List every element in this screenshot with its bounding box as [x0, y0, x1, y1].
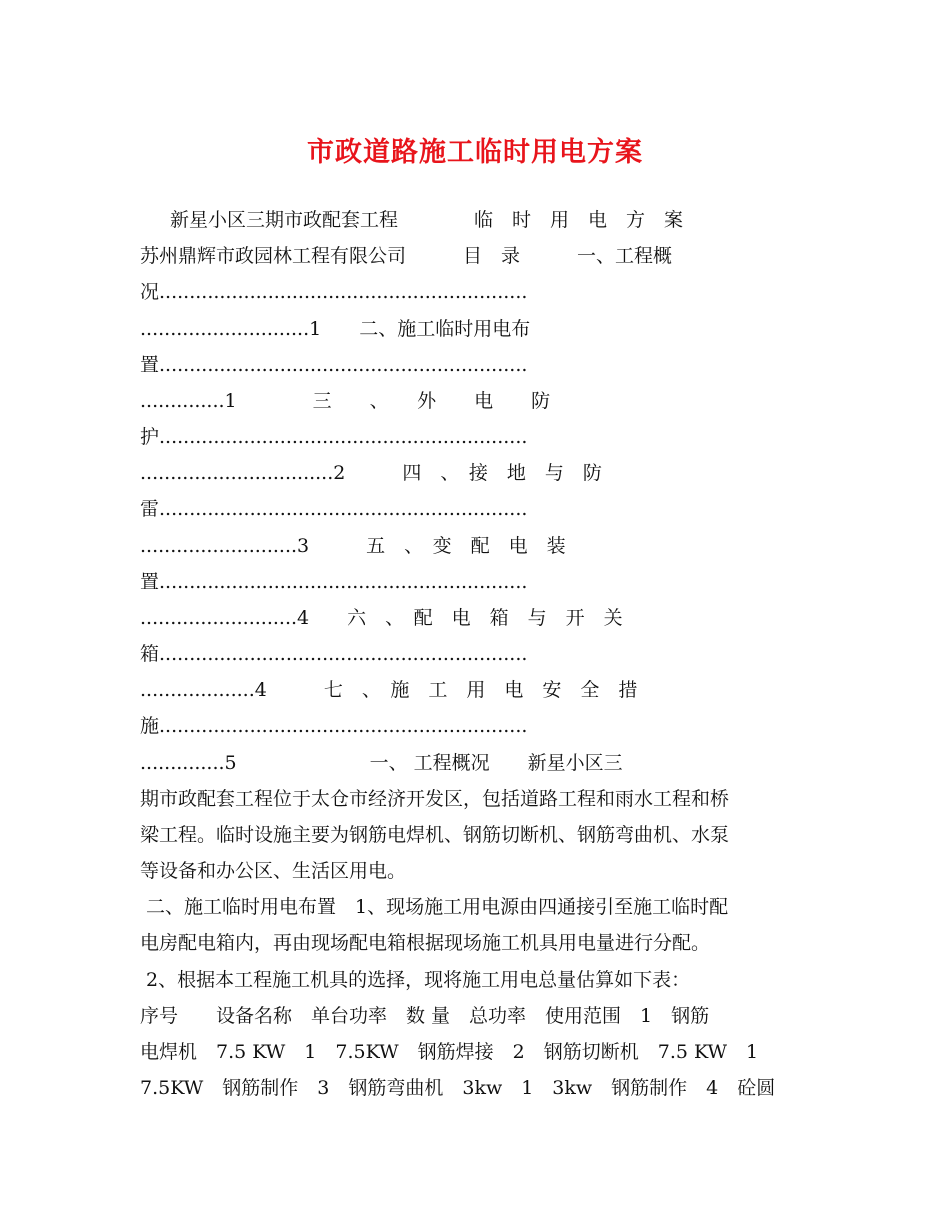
text-line: 序号 设备名称 单台功率 数 量 总功率 使用范围 1 钢筋	[140, 1005, 710, 1027]
text-line: 箱.............................................................	[140, 643, 528, 665]
text-line: 梁工程。临时设施主要为钢筋电焊机、钢筋切断机、钢筋弯曲机、水泵	[140, 824, 730, 846]
text-line: 二、施工临时用电布置 1、现场施工用电源由四通接引至施工临时配	[140, 896, 729, 918]
text-line: 新星小区三期市政配套工程 临 时 用 电 方 案	[170, 209, 684, 231]
text-line: 施.............................................................	[140, 715, 528, 737]
text-line: 7.5KW 钢筋制作 3 钢筋弯曲机 3kw 1 3kw 钢筋制作 4 砼圆	[140, 1077, 776, 1099]
text-line: ..............5 一、 工程概况 新星小区三	[140, 752, 623, 774]
text-line: 雷.............................................................	[140, 498, 528, 520]
text-line: 置.............................................................	[140, 354, 528, 376]
text-line: ............................1 二、施工临时用电布	[140, 318, 531, 340]
text-line: 置.............................................................	[140, 571, 528, 593]
text-line: 电焊机 7.5 KW 1 7.5KW 钢筋焊接 2 钢筋切断机 7.5 KW 1	[140, 1041, 759, 1063]
text-line: ..........................3 五 、 变 配 电 装	[140, 535, 566, 557]
text-line: 电房配电箱内，再由现场配电箱根据现场施工机具用电量进行分配。	[140, 932, 711, 954]
text-line: ...................4 七 、 施 工 用 电 安 全 措	[140, 679, 638, 701]
text-line: 期市政配套工程位于太仓市经济开发区，包括道路工程和雨水工程和桥	[140, 788, 730, 810]
text-line: 护.............................................................	[140, 426, 528, 448]
document-title: 市政道路施工临时用电方案	[307, 137, 643, 168]
text-line: ................................2 四 、 接 地 与 防	[140, 462, 602, 484]
text-line: 况.............................................................	[140, 281, 528, 303]
text-line: ..............1 三 、 外 电 防	[140, 390, 551, 412]
text-line: 苏州鼎辉市政园林工程有限公司 目 录 一、工程概	[140, 245, 673, 267]
text-line: 2、根据本工程施工机具的选择，现将施工用电总量估算如下表：	[140, 969, 691, 991]
text-line: ..........................4 六 、 配 电 箱 与 开 关	[140, 607, 623, 629]
text-line: 等设备和办公区、生活区用电。	[140, 860, 407, 882]
